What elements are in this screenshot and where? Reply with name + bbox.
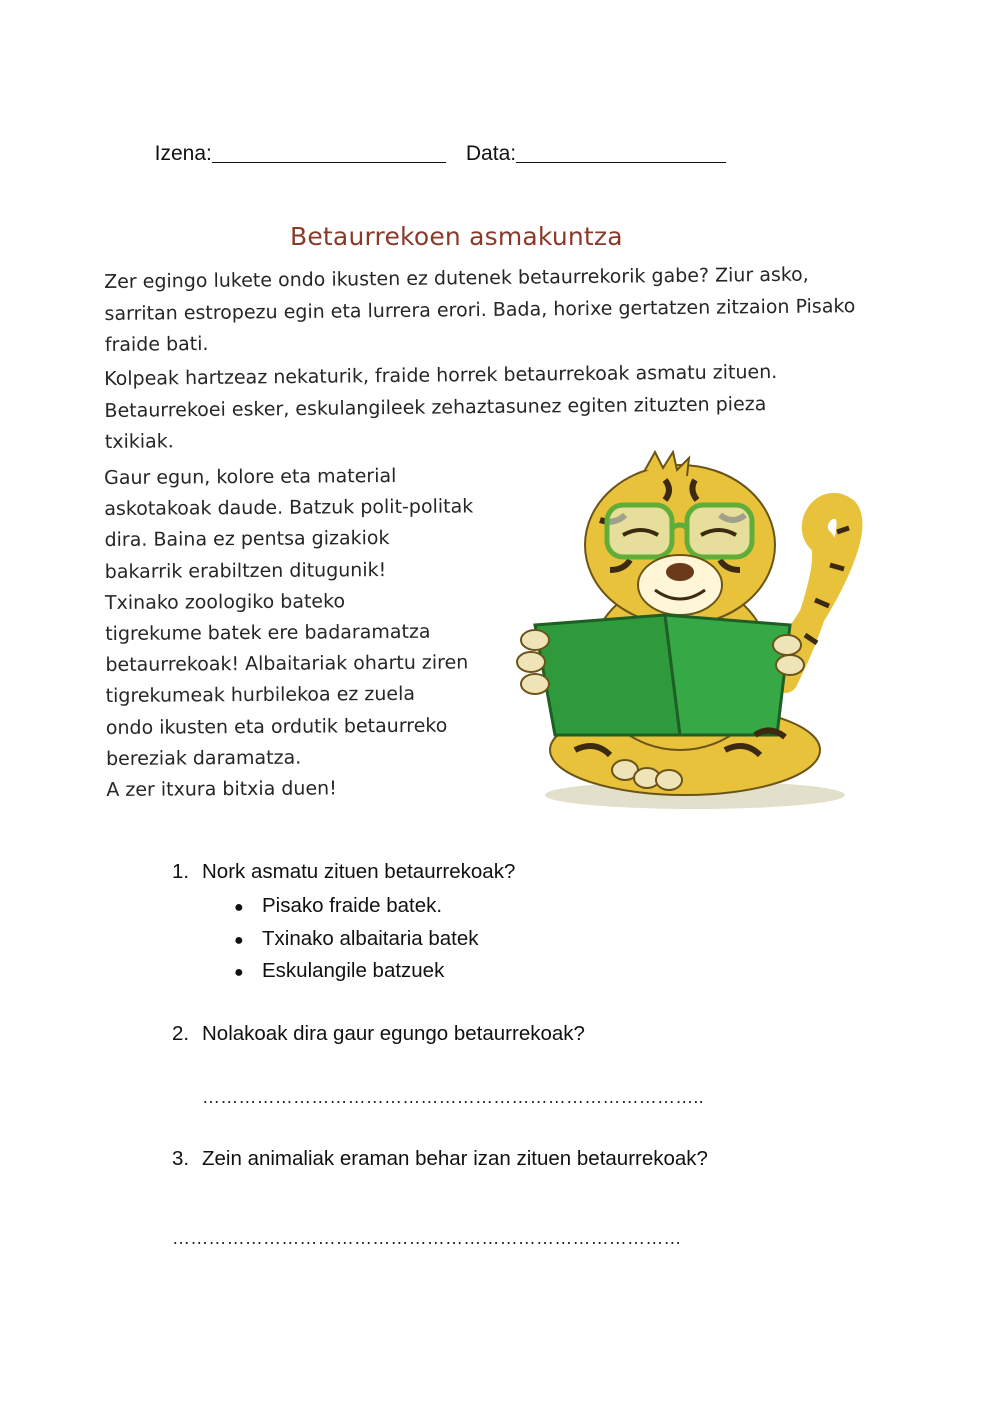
- date-blank-field[interactable]: [516, 142, 726, 163]
- name-blank-field[interactable]: [212, 142, 446, 163]
- date-label: Data:: [465, 142, 517, 165]
- book-left-page: [535, 615, 680, 735]
- option-item[interactable]: [234, 927, 479, 951]
- option-item[interactable]: [234, 894, 442, 918]
- option-text: Txinako albaitaria batek: [262, 927, 479, 950]
- question-1: [172, 860, 515, 884]
- option-text: Eskulangile batzuek: [262, 959, 445, 982]
- paragraph-line: bakarrik erabiltzen ditugunik!: [104, 558, 387, 583]
- paragraph-line: bereziak daramatza.: [105, 746, 302, 770]
- question-text: Nolakoak dira gaur egungo betaurrekoak?: [202, 1022, 585, 1045]
- header-fields: [143, 118, 726, 166]
- paragraph-line: A zer itxura bitxia duen!: [106, 777, 337, 802]
- tiger-reading-illustration: [515, 450, 895, 815]
- question-number: 3.: [172, 1147, 190, 1170]
- paragraph-line: betaurrekoak! Albaitariak ohartu ziren: [105, 651, 469, 677]
- option-item[interactable]: [234, 959, 444, 983]
- question-number: 1.: [172, 860, 190, 883]
- reading-paragraph-1: Zer egingo lukete ondo ikusten ez dutenek betaurrekorik gabe? Ziur asko, sarritan estropezu egin eta lurrera erori. Bada, horixe gertatzen zitzaion Pisako fraide bati.: [104, 263, 856, 356]
- answer-line-3[interactable]: …………………………………………………………………………: [172, 1228, 682, 1248]
- glasses-bridge: [672, 525, 687, 528]
- option-text: Pisako fraide batek.: [262, 894, 443, 917]
- paragraph-line: Gaur egun, kolore eta material: [104, 464, 397, 489]
- paragraph-line: tigrekumeak hurbilekoa ez zuela: [105, 683, 416, 708]
- question-number: 2.: [172, 1022, 190, 1045]
- paragraph-line: askotakoak daude. Batzuk polit-politak: [104, 495, 474, 521]
- reading-paragraph-2: Kolpeak hartzeaz nekaturik, fraide horrek betaurrekoak asmatu zituen. Betaurrekoei esker, eskulangileek zehaztasunez egiten zituzten pieza txikiak.: [104, 360, 778, 453]
- question-3: [172, 1147, 708, 1171]
- reading-paragraph-3: [104, 460, 536, 806]
- paragraph-line: tigrekume batek ere badaramatza: [105, 620, 431, 646]
- name-label: Izena:: [154, 142, 212, 165]
- nose: [666, 563, 694, 581]
- paragraph-line: dira. Baina ez pentsa gizakiok: [104, 527, 390, 552]
- reading-title: Betaurrekoen asmakuntza: [290, 222, 623, 251]
- book-right-page: [665, 615, 790, 735]
- paragraph-line: Txinako zoologiko bateko: [104, 590, 346, 614]
- answer-line-2[interactable]: ………………………………………………………………………..: [202, 1087, 704, 1107]
- paragraph-line: ondo ikusten eta ordutik betaurreko: [105, 714, 448, 739]
- bullet-icon: ●: [234, 899, 244, 916]
- bullet-icon: ●: [234, 932, 244, 949]
- question-2: [172, 1022, 585, 1046]
- bullet-icon: ●: [234, 964, 244, 981]
- question-text: Nork asmatu zituen betaurrekoak?: [202, 860, 516, 883]
- question-text: Zein animaliak eraman behar izan zituen betaurrekoak?: [202, 1147, 708, 1170]
